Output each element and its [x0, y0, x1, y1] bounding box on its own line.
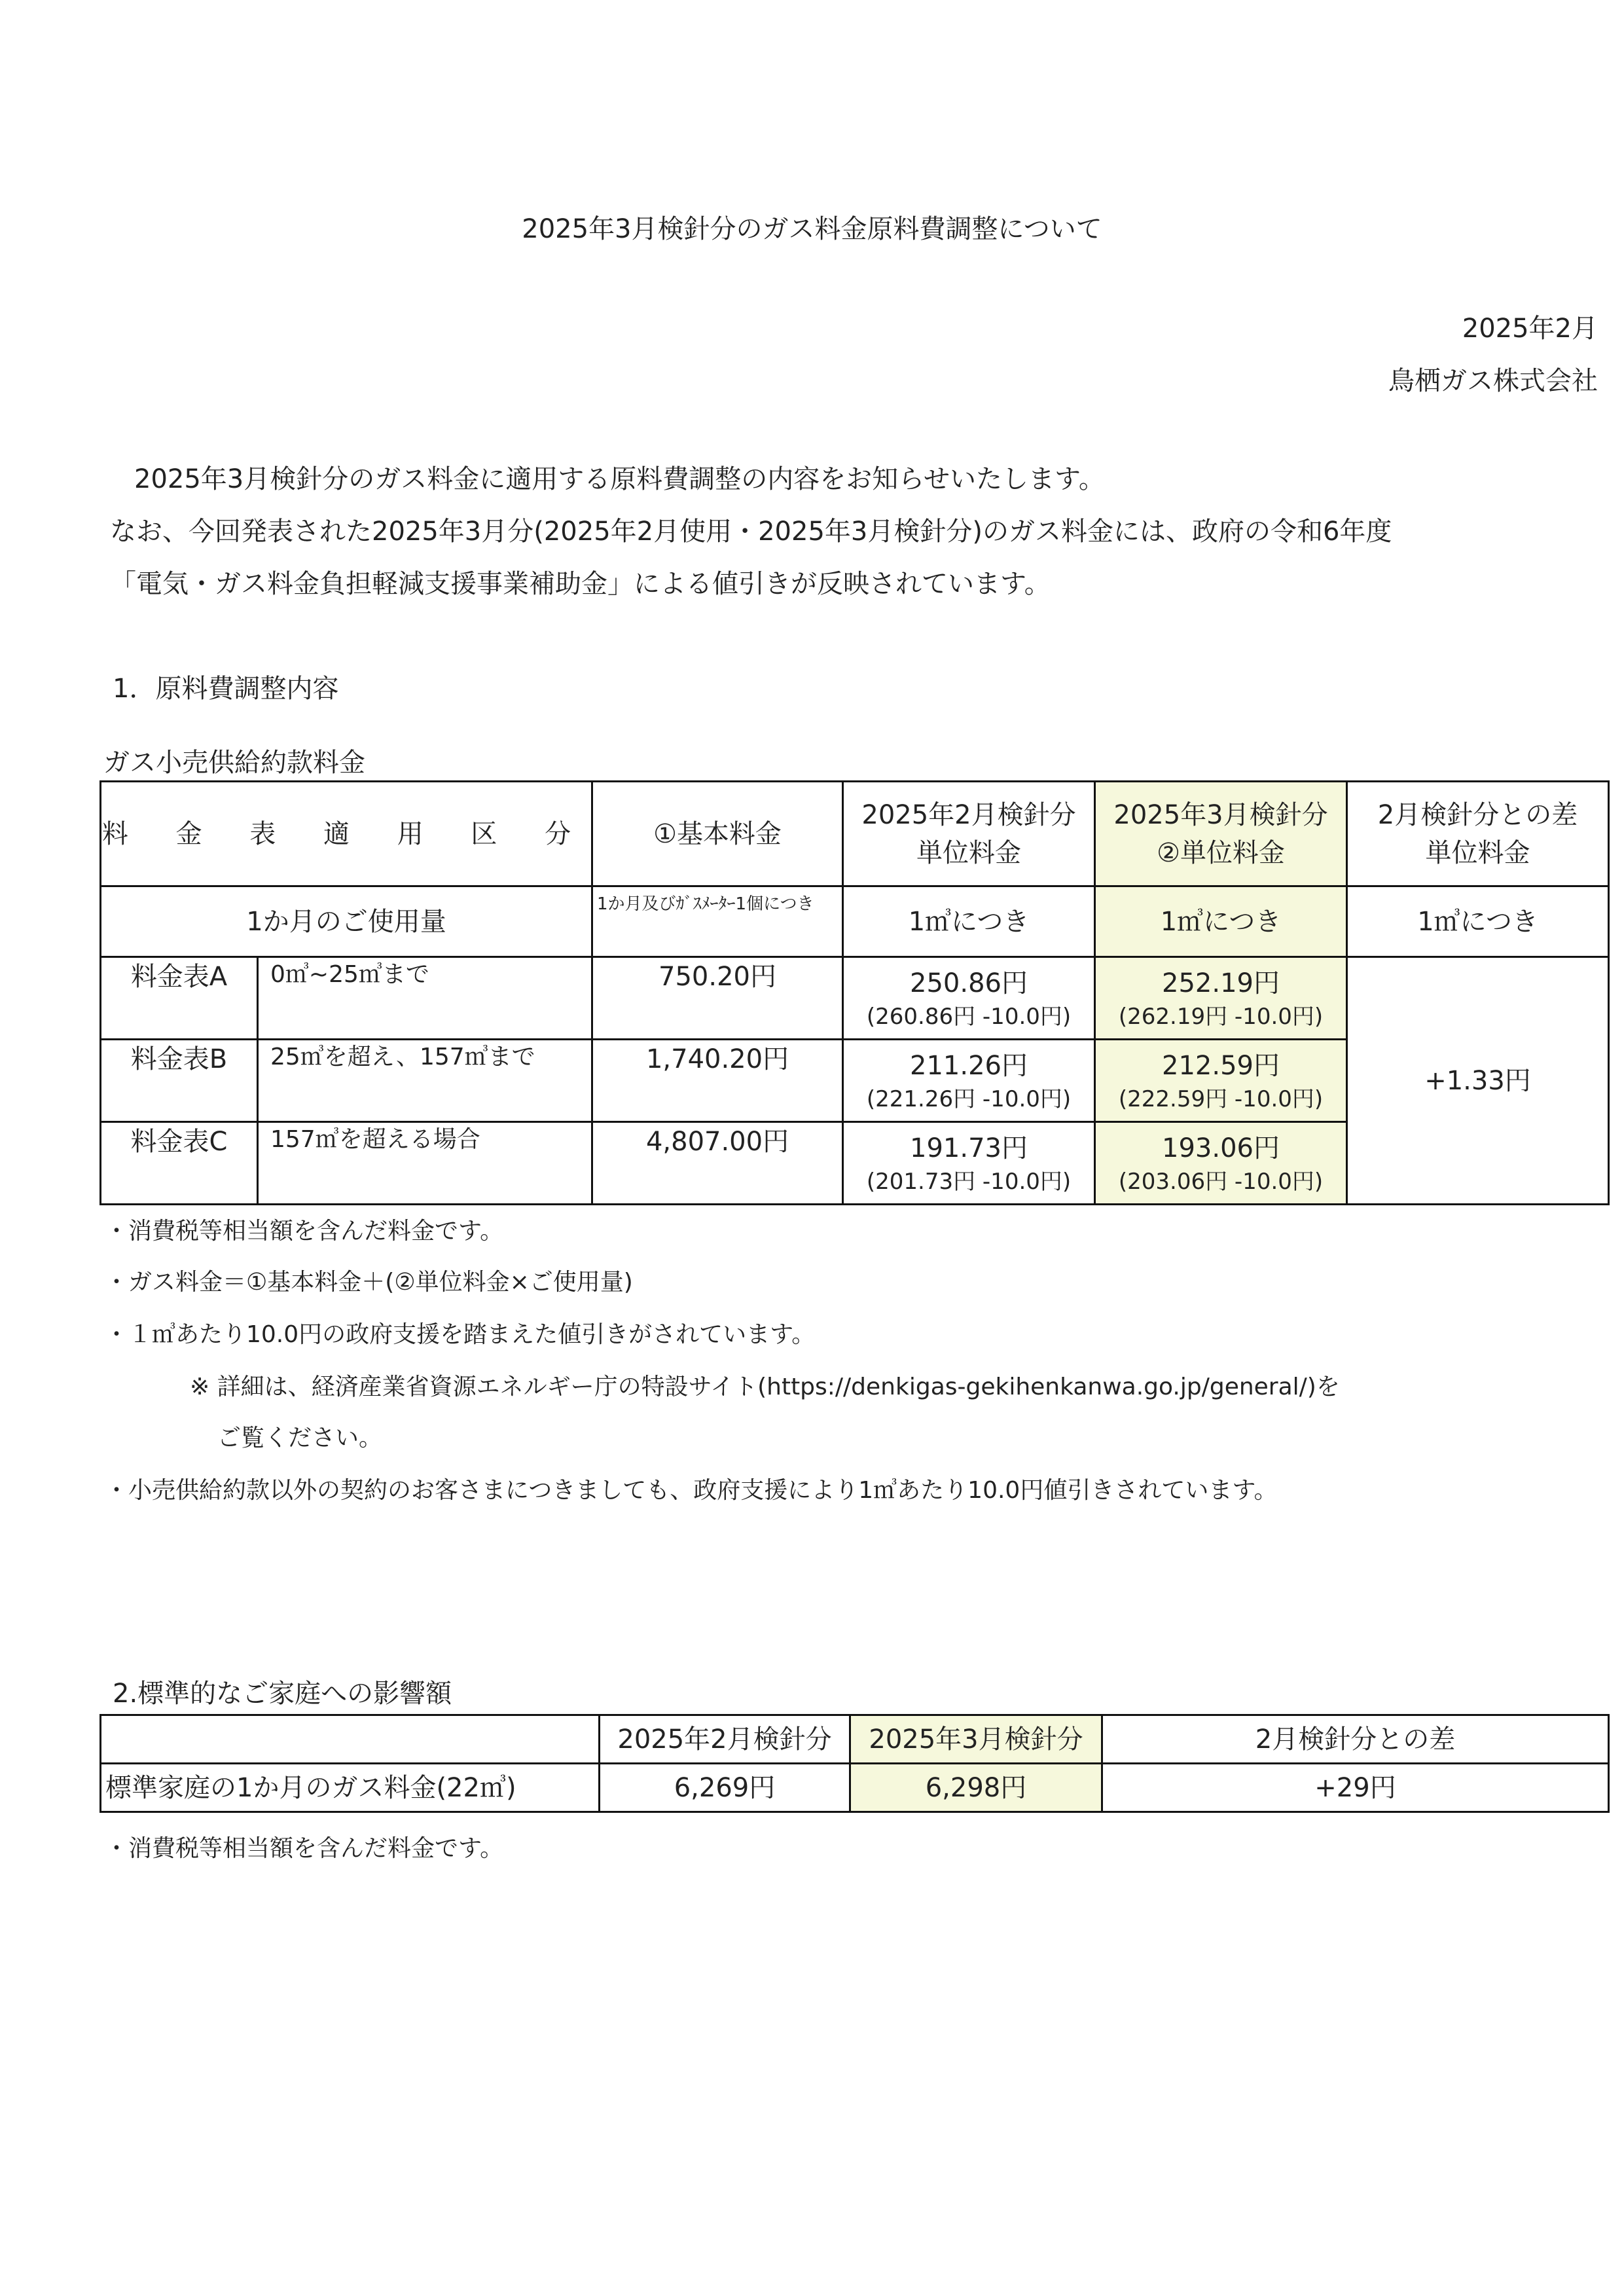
row-a-mar-detail: (262.19円 -10.0円): [1118, 1004, 1324, 1030]
unit-usage: 1か月のご使用量: [101, 886, 592, 957]
intro-line-3: 「電気・ガス料金負担軽減支援事業補助金」による値引きが反映されています。: [110, 569, 1051, 599]
row-c-feb-detail: (201.73円 -10.0円): [866, 1169, 1072, 1195]
row-a-range: 0㎥~25㎥まで: [258, 957, 592, 1040]
unit-feb: 1㎥につき: [843, 886, 1095, 957]
row-c-mar-detail: (203.06円 -10.0円): [1118, 1169, 1324, 1195]
table-header-row: [101, 782, 1609, 886]
row-c-range: 157㎥を超える場合: [258, 1122, 592, 1205]
header-mar-line1: 2025年3月検針分: [1113, 799, 1328, 830]
row-b-range: 25㎥を超え、157㎥まで: [258, 1040, 592, 1122]
header-basic-fee: ①基本料金: [592, 782, 843, 886]
note-subsidy: ・１㎥あたり10.0円の政府支援を踏まえた値引きがされています。: [105, 1321, 816, 1348]
page-title: 2025年3月検針分のガス料金原料費調整について: [522, 214, 1102, 244]
row-b-feb-detail: (221.26円 -10.0円): [866, 1086, 1072, 1113]
row-b-mar: [1095, 1040, 1347, 1122]
header-mar: [1095, 782, 1347, 886]
row-b-feb-value: 211.26円: [910, 1051, 1028, 1082]
note-tax: ・消費税等相当額を含んだ料金です。: [105, 1218, 504, 1245]
rate-table: [99, 780, 1610, 1205]
table-row: [101, 957, 1609, 1040]
issue-date: 2025年2月: [1462, 314, 1598, 344]
header-diff-line1: 2月検針分との差: [1377, 799, 1578, 830]
unit-row: [101, 886, 1609, 957]
row-b-mar-value: 212.59円: [1162, 1051, 1280, 1082]
impact-header-feb: 2025年2月検針分: [600, 1715, 850, 1764]
row-b-mar-detail: (222.59円 -10.0円): [1118, 1086, 1324, 1113]
impact-row-label: 標準家庭の1か月のガス料金(22㎥): [101, 1764, 600, 1812]
header-feb: [843, 782, 1095, 886]
row-c-mar: [1095, 1122, 1347, 1205]
row-c-feb: [843, 1122, 1095, 1205]
table-row: [101, 1764, 1609, 1812]
row-c-name: 料金表C: [101, 1122, 258, 1205]
note-detail-link-cont: ご覧ください。: [217, 1425, 383, 1451]
diff-value: +1.33円: [1347, 957, 1609, 1205]
row-a-feb-value: 250.86円: [910, 968, 1028, 999]
row-c-mar-value: 193.06円: [1162, 1133, 1280, 1164]
row-c-feb-value: 191.73円: [910, 1133, 1028, 1164]
row-a-feb: [843, 957, 1095, 1040]
unit-basic: 1か月及びｶﾞｽﾒｰﾀｰ1個につき: [592, 886, 843, 957]
section2-heading: 2.標準的なご家庭への影響額: [113, 1679, 452, 1709]
row-a-mar: [1095, 957, 1347, 1040]
table-caption: ガス小売供給約款料金: [103, 748, 365, 778]
row-a-feb-detail: (260.86円 -10.0円): [866, 1004, 1072, 1030]
note-formula: ・ガス料金＝①基本料金＋(②単位料金×ご使用量): [105, 1269, 633, 1296]
impact-header-mar: 2025年3月検針分: [850, 1715, 1102, 1764]
impact-table: [99, 1714, 1610, 1813]
row-b-name: 料金表B: [101, 1040, 258, 1122]
header-feb-line2: 単位料金: [916, 837, 1022, 868]
header-feb-line1: 2025年2月検針分: [861, 799, 1076, 830]
impact-header-blank: [101, 1715, 600, 1764]
row-a-basic: 750.20円: [592, 957, 843, 1040]
row-b-feb: [843, 1040, 1095, 1122]
impact-header-diff: 2月検針分との差: [1102, 1715, 1609, 1764]
intro-line-1: 2025年3月検針分のガス料金に適用する原料費調整の内容をお知らせいたします。: [134, 464, 1105, 494]
row-b-basic: 1,740.20円: [592, 1040, 843, 1122]
impact-row-feb: 6,269円: [600, 1764, 850, 1812]
unit-diff: 1㎥につき: [1347, 886, 1609, 957]
unit-mar: 1㎥につき: [1095, 886, 1347, 957]
note-tax-2: ・消費税等相当額を含んだ料金です。: [105, 1835, 504, 1862]
header-mar-line2: ②単位料金: [1157, 837, 1285, 868]
impact-header-row: [101, 1715, 1609, 1764]
impact-row-diff: +29円: [1102, 1764, 1609, 1812]
row-a-mar-value: 252.19円: [1162, 968, 1280, 999]
note-detail-link: ※ 詳細は、経済産業省資源エネルギー庁の特設サイト(https://denkigas-gekihenkanwa.go.jp/general/)を: [190, 1374, 1340, 1400]
company-name: 鳥栖ガス株式会社: [1388, 366, 1598, 396]
section1-heading: 1．原料費調整内容: [113, 674, 339, 704]
header-category: 料 金 表 適 用 区 分: [101, 782, 592, 886]
note-other-contracts: ・小売供給約款以外の契約のお客さまにつきましても、政府支援により1㎥あたり10.0円値引きされています。: [105, 1477, 1278, 1504]
row-c-basic: 4,807.00円: [592, 1122, 843, 1205]
header-diff-line2: 単位料金: [1425, 837, 1530, 868]
row-a-name: 料金表A: [101, 957, 258, 1040]
header-diff: [1347, 782, 1609, 886]
impact-row-mar: 6,298円: [850, 1764, 1102, 1812]
intro-line-2: なお、今回発表された2025年3月分(2025年2月使用・2025年3月検針分)のガス料金には、政府の令和6年度: [110, 517, 1392, 547]
